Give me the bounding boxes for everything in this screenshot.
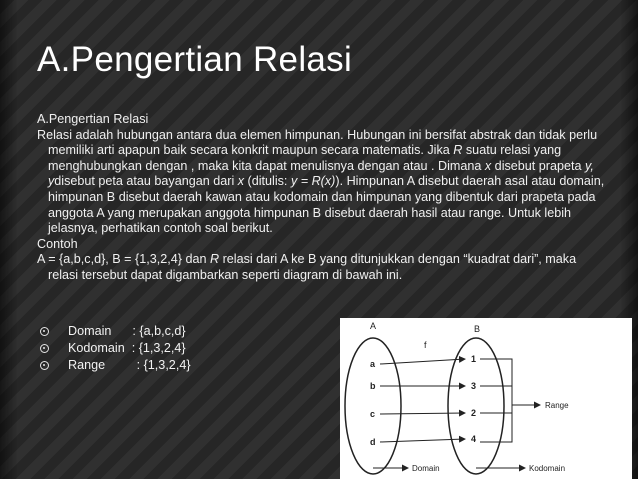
arrow-diagram-svg xyxy=(340,318,632,479)
text-run-italic: x xyxy=(237,174,245,189)
domain-label: Domain xyxy=(412,464,440,473)
bullet-text: Domain : {a,b,c,d} xyxy=(68,324,186,338)
codomain-element: 3 xyxy=(471,381,477,391)
text-run: ). Himpunan A disebut daerah asal atau domain, himpunan B disebut daerah kawan atau kodomain dan himpunan yang dibentuk dari prapeta pada anggota A yang merupakan anggota himpunan B disebut daerah hasil atau range. Untuk lebih jelasnya, perhatikan contoh soal berikut. xyxy=(48,174,605,236)
slide-title: A.Pengertian Relasi xyxy=(37,40,353,79)
set-a-label: A xyxy=(370,321,377,331)
bullet-list xyxy=(40,323,191,374)
text-run: disebut prapeta xyxy=(491,158,586,173)
relation-diagram xyxy=(340,318,632,479)
text-run: (ditulis: xyxy=(244,174,291,189)
mapping-arrow xyxy=(380,413,465,414)
kodomain-label: Kodomain xyxy=(529,464,566,473)
domain-element: b xyxy=(370,381,376,391)
bullet-icon xyxy=(40,361,49,370)
set-b-label: B xyxy=(474,324,481,334)
contoh-label: Contoh xyxy=(37,236,78,251)
domain-element: c xyxy=(370,409,376,419)
bullet-item-range xyxy=(40,357,191,374)
codomain-element: 4 xyxy=(471,434,477,444)
bullet-text: Range : {1,3,2,4} xyxy=(68,358,191,372)
text-run-italic: R xyxy=(453,143,463,158)
domain-element: a xyxy=(370,359,376,369)
codomain-element: 1 xyxy=(471,354,477,364)
text-run-italic: x xyxy=(484,158,492,173)
text-run: Relasi adalah hubungan antara dua elemen himpunan. Hubungan ini bersifat abstrak dan tidak perlu memiliki arti apapun baik secara konkrit maupun secara matematis. Jika xyxy=(37,127,598,158)
text-run-italic: R xyxy=(209,252,220,267)
bullet-item-domain xyxy=(40,323,191,340)
section-heading: A.Pengertian Relasi xyxy=(37,112,149,126)
slide-body xyxy=(37,112,609,284)
bullet-item-kodomain xyxy=(40,340,191,357)
formula: y = R(x) xyxy=(290,174,336,189)
bullet-icon xyxy=(40,327,49,336)
range-bracket xyxy=(480,359,512,442)
domain-element: d xyxy=(370,437,376,447)
range-label: Range xyxy=(545,401,569,410)
text-run: suatu relasi yang menghubungkan dengan , maka kita dapat menulisnya dengan atau . Dimana xyxy=(48,143,562,173)
relation-label: f xyxy=(424,340,427,350)
text-run: disebut peta atau bayangan dari xyxy=(54,174,238,189)
text-run: relasi dari A ke B yang ditunjukkan dengan “kuadrat dari”, maka relasi tersebut dapat digambarkan seperti diagram di bawah ini. xyxy=(48,252,577,282)
text-run-italic: y, y xyxy=(48,158,594,189)
bullet-text: Kodomain : {1,3,2,4} xyxy=(68,341,186,355)
text-run: A = {a,b,c,d}, B = {1,3,2,4} dan xyxy=(37,252,210,267)
codomain-element: 2 xyxy=(471,408,477,418)
example-paragraph xyxy=(37,252,609,283)
definition-paragraph xyxy=(37,128,609,237)
bullet-icon xyxy=(40,344,49,353)
